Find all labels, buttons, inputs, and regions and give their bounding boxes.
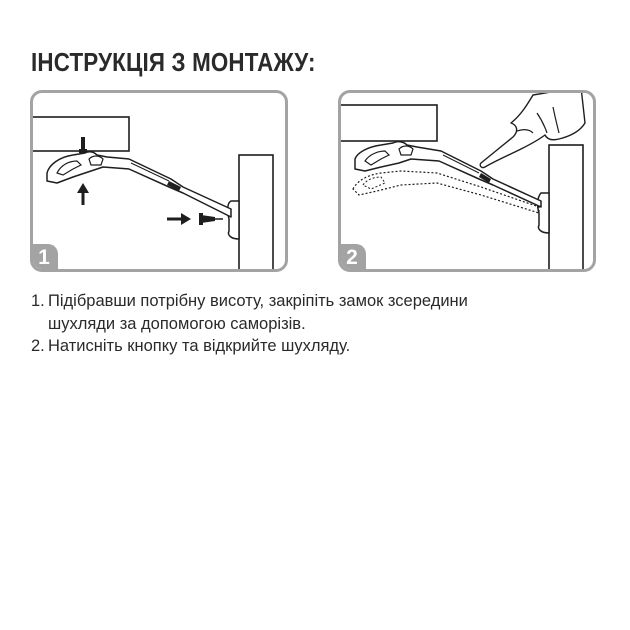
cabinet-wall xyxy=(549,145,583,269)
step-text-line: Підібравши потрібну висоту, закріпіть замок зсередини xyxy=(48,292,468,310)
step-text-line: шухляди за допомогою саморізів. xyxy=(48,314,306,333)
instruction-panel-1 xyxy=(30,90,288,272)
step-number-badge: 1 xyxy=(30,244,58,272)
wall-bracket xyxy=(228,201,239,239)
wall-screw-icon xyxy=(199,213,223,225)
arrow-right-icon xyxy=(167,213,191,225)
wall-bracket xyxy=(538,193,549,233)
cabinet-wall xyxy=(239,155,273,269)
step-number: 1. xyxy=(31,292,45,310)
instruction-step-1 xyxy=(31,290,591,335)
step-number-badge: 2 xyxy=(338,244,366,272)
step-1-illustration xyxy=(33,93,285,269)
drawer-top xyxy=(341,105,437,141)
instruction-steps xyxy=(31,290,591,358)
instruction-panel-2 xyxy=(338,90,596,272)
step-number: 2. xyxy=(31,337,45,355)
step-text-line: Натисніть кнопку та відкрийте шухляду. xyxy=(48,337,351,355)
page-title: ІНСТРУКЦІЯ З МОНТАЖУ: xyxy=(31,47,316,77)
step-2-illustration xyxy=(341,93,593,269)
instruction-step-2 xyxy=(31,335,591,358)
push-arrow-icon xyxy=(77,183,89,205)
